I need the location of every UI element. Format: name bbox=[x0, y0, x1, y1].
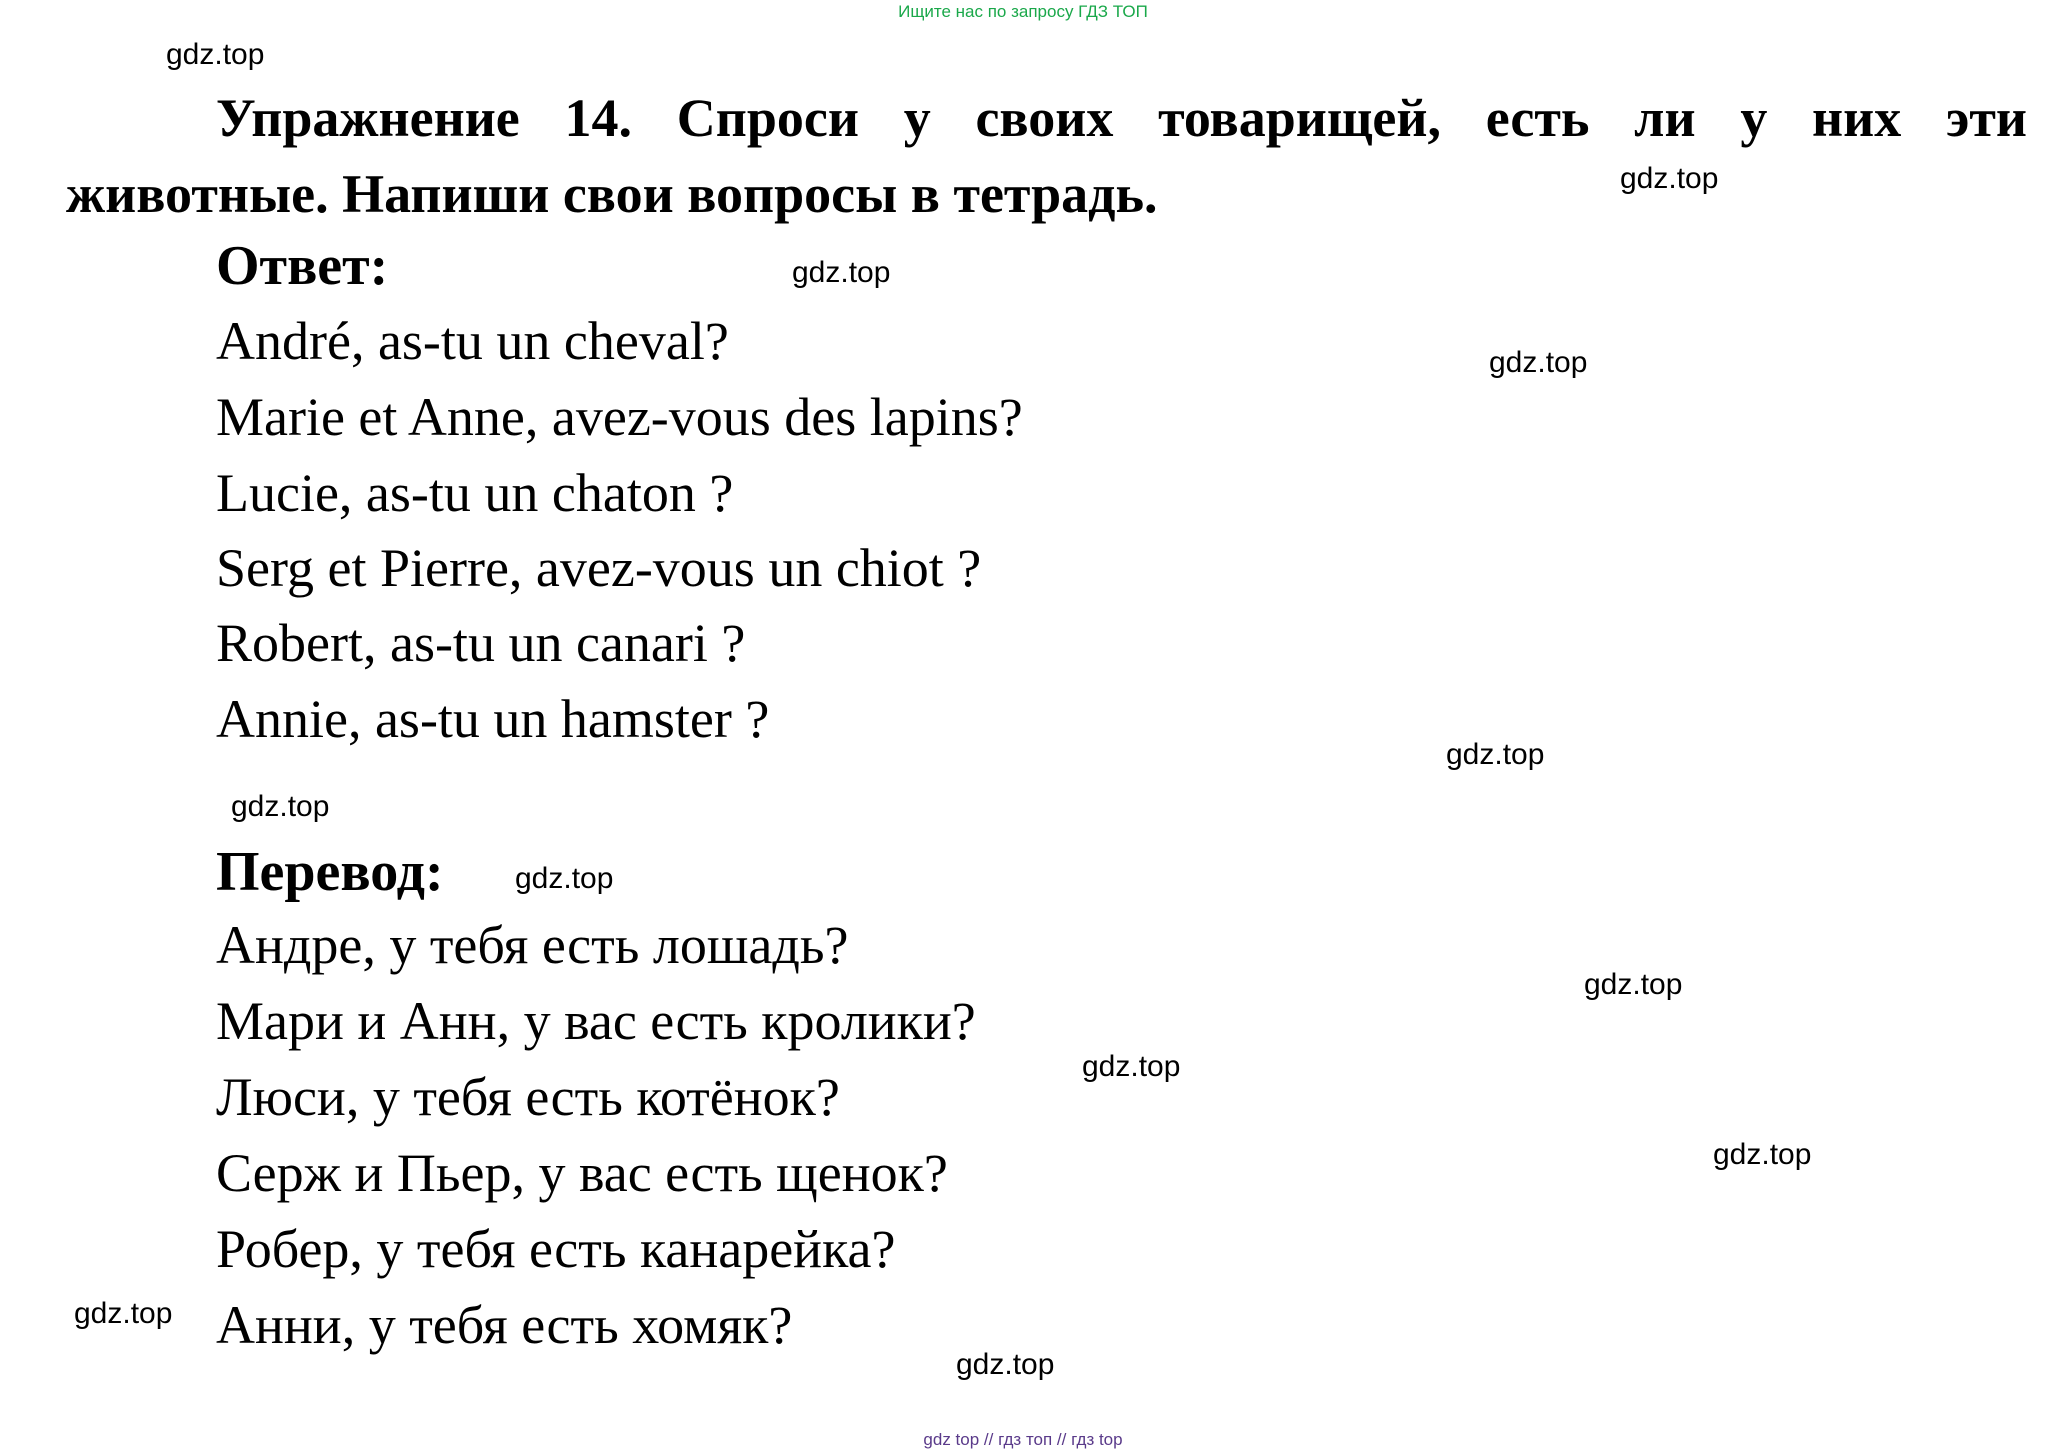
translation-line: Анни, у тебя есть хомяк? bbox=[216, 1295, 793, 1355]
answer-line: André, as-tu un cheval? bbox=[216, 311, 729, 371]
watermark: gdz.top bbox=[956, 1348, 1055, 1381]
watermark: gdz.top bbox=[1082, 1050, 1181, 1083]
watermark: gdz.top bbox=[74, 1297, 173, 1330]
watermark: gdz.top bbox=[166, 38, 265, 71]
answer-line: Serg et Pierre, avez-vous un chiot ? bbox=[216, 538, 982, 598]
translation-line: Андре, у тебя есть лошадь? bbox=[216, 915, 849, 975]
translation-line: Мари и Анн, у вас есть кролики? bbox=[216, 991, 976, 1051]
watermark: gdz.top bbox=[1584, 968, 1683, 1001]
footer: gdz top // гдз топ // гдз top bbox=[923, 1430, 1123, 1449]
translation-line: Робер, у тебя есть канарейка? bbox=[216, 1219, 896, 1279]
answer-line: Annie, as-tu un hamster ? bbox=[216, 689, 770, 749]
watermark: gdz.top bbox=[1489, 346, 1588, 379]
watermark: gdz.top bbox=[1620, 162, 1719, 195]
answer-heading: Ответ: bbox=[216, 235, 389, 297]
answer-line: Robert, as-tu un canari ? bbox=[216, 613, 746, 673]
watermark: gdz.top bbox=[1713, 1138, 1812, 1171]
answer-line: Lucie, as-tu un chaton ? bbox=[216, 463, 734, 523]
watermark: gdz.top bbox=[792, 256, 891, 289]
exercise-title bbox=[66, 80, 2027, 232]
watermark: gdz.top bbox=[231, 790, 330, 823]
watermark: gdz.top bbox=[1446, 738, 1545, 771]
translation-line: Люси, у тебя есть котёнок? bbox=[216, 1067, 840, 1127]
translation-line: Серж и Пьер, у вас есть щенок? bbox=[216, 1143, 948, 1203]
answer-line: Marie et Anne, avez-vous des lapins? bbox=[216, 387, 1023, 447]
watermark: gdz.top bbox=[515, 862, 614, 895]
translation-heading: Перевод: bbox=[216, 841, 444, 903]
exercise-title-line2: животные. Напиши свои вопросы в тетрадь. bbox=[66, 164, 1158, 224]
top-banner: Ищите нас по запросу ГДЗ ТОП bbox=[898, 2, 1148, 21]
exercise-title-line1: Упражнение 14. Спроси у своих товарищей, есть ли у них эти bbox=[216, 88, 2027, 148]
